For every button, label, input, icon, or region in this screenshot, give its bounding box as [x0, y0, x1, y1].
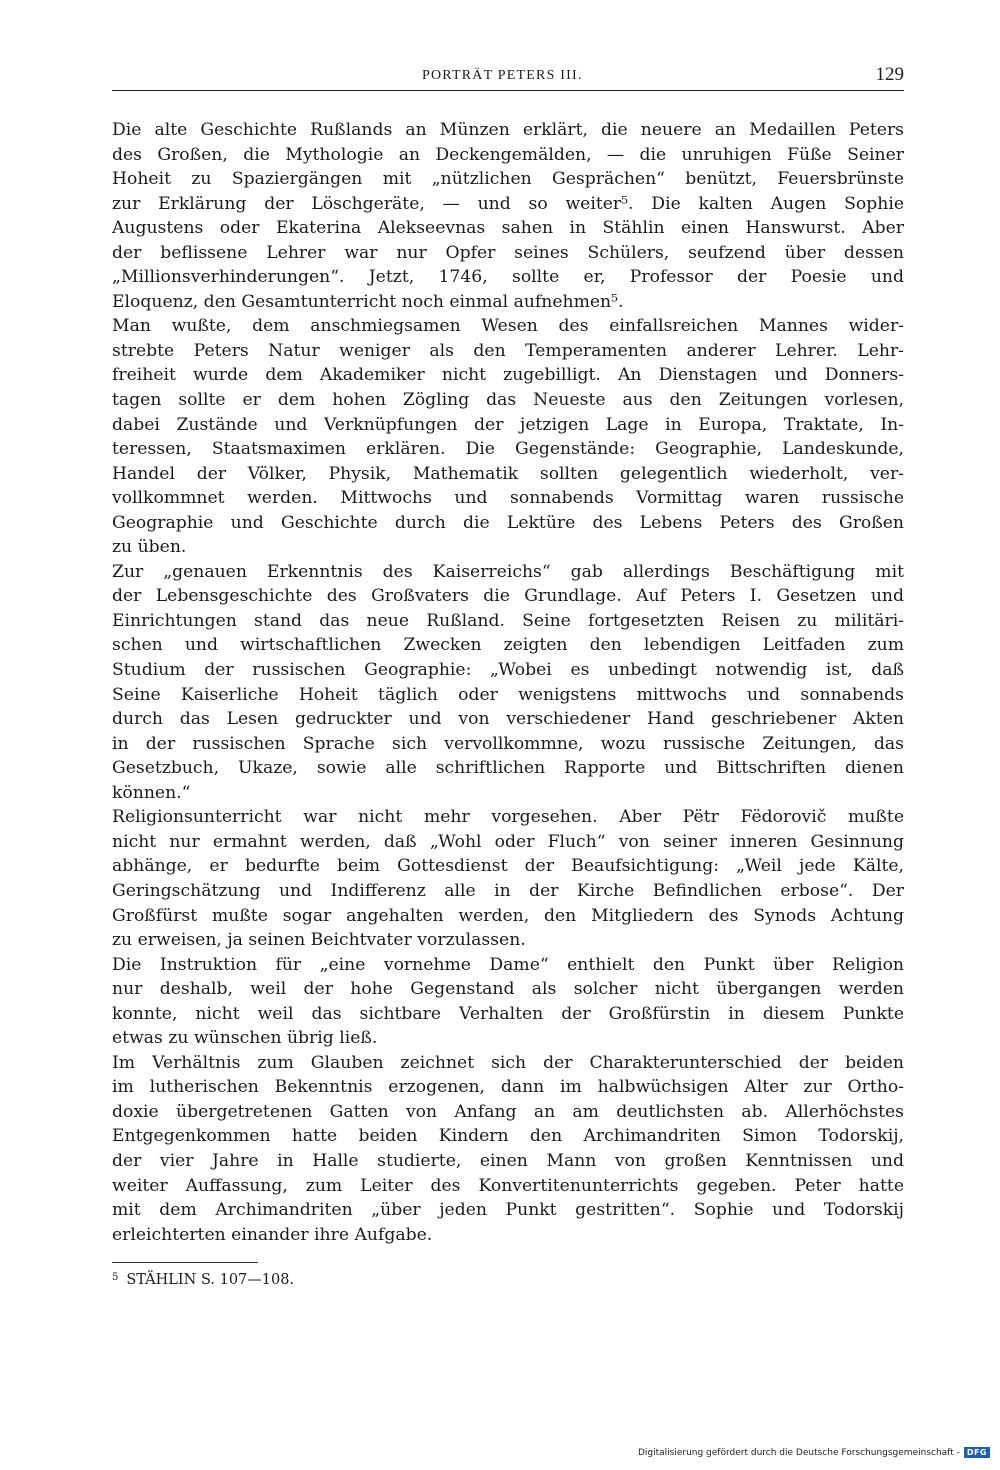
text-line: der Lebensgeschichte des Großvaters die Grundlage. Auf Peters I. Gesetzen und: [112, 586, 904, 607]
text-line: Einrichtungen stand das neue Rußland. Seine fortgesetzten Reisen zu militäri-: [112, 610, 904, 631]
text-line: Hoheit zu Spaziergängen mit „nützlichen Gesprächen“ benützt, Feuersbrünste: [112, 169, 904, 190]
text-line: etwas zu wünschen übrig ließ.: [112, 1028, 378, 1049]
text-line: Eloquenz, den Gesamtunterricht noch einmal aufnehmen⁵.: [112, 291, 624, 312]
text-line: Augustens oder Ekaterina Alekseevnas sahen in Stählin einen Hanswurst. Aber: [112, 218, 904, 239]
body-text: [112, 118, 904, 1247]
footnote: [112, 1272, 294, 1288]
text-line: im lutherischen Bekenntnis erzogenen, dann im halbwüchsigen Alter zur Ortho-: [112, 1077, 904, 1098]
text-line: Die Instruktion für „eine vornehme Dame“ enthielt den Punkt über Religion: [112, 954, 904, 975]
text-line: können.“: [112, 782, 191, 803]
text-line: Im Verhältnis zum Glauben zeichnet sich der Charakterunterschied der beiden: [112, 1052, 904, 1073]
text-line: durch das Lesen gedruckter und von verschiedener Hand geschriebener Akten: [112, 709, 904, 730]
text-line: weiter Auffassung, zum Leiter des Konvertitenunterrichts gegeben. Peter hatte: [112, 1175, 904, 1196]
text-line: abhänge, er bedurfte beim Gottesdienst der Beaufsichtigung: „Weil jede Kälte,: [112, 856, 904, 877]
text-line: schen und wirtschaftlichen Zwecken zeigten den lebendigen Leitfaden zum: [112, 635, 904, 656]
footnote-text: STÄHLIN S. 107—108.: [126, 1272, 295, 1288]
text-line: Religionsunterricht war nicht mehr vorgesehen. Aber Pëtr Fëdorovič mußte: [112, 807, 904, 828]
text-line: der beflissene Lehrer war nur Opfer seines Schülers, seufzend über dessen: [112, 242, 904, 263]
text-line: Gesetzbuch, Ukaze, sowie alle schriftlichen Rapporte und Bittschriften dienen: [112, 758, 904, 779]
footnote-marker: 5: [112, 1272, 119, 1283]
text-line: strebte Peters Natur weniger als den Temperamenten anderer Lehrer. Lehr-: [112, 340, 904, 361]
text-line: Entgegenkommen hatte beiden Kindern den Archimandriten Simon Todorskij,: [112, 1126, 904, 1147]
text-line: Handel der Völker, Physik, Mathematik sollten gelegentlich wiederholt, ver-: [112, 463, 904, 484]
text-line: mit dem Archimandriten „über jeden Punkt gestritten“. Sophie und Todorskij: [112, 1200, 904, 1221]
footnote-rule: [112, 1262, 258, 1263]
text-line: doxie übergetretenen Gatten von Anfang an am deutlichsten ab. Allerhöchstes: [112, 1101, 904, 1122]
digitization-credit: [638, 1447, 990, 1458]
dfg-logo-icon: DFG: [964, 1447, 990, 1458]
text-line: teressen, Staatsmaximen erklären. Die Gegenstände: Geographie, Landeskunde,: [112, 439, 904, 460]
text-line: Studium der russischen Geographie: „Wobei es unbedingt notwendig ist, daß: [112, 660, 904, 681]
text-line: tagen sollte er dem hohen Zögling das Neueste aus den Zeitungen vorlesen,: [112, 390, 904, 411]
text-line: Geographie und Geschichte durch die Lektüre des Lebens Peters des Großen: [112, 512, 904, 533]
text-line: „Millionsverhinderungen“. Jetzt, 1746, sollte er, Professor der Poesie und: [112, 267, 904, 288]
text-line: zu erweisen, ja seinen Beichtvater vorzulassen.: [112, 930, 526, 951]
running-head: [112, 64, 904, 91]
text-line: nicht nur ermahnt werden, daß „Wohl oder Fluch“ von seiner inneren Gesinnung: [112, 831, 904, 852]
text-line: Die alte Geschichte Rußlands an Münzen erklärt, die neuere an Medaillen Peters: [112, 120, 904, 140]
text-line: zur Erklärung der Löschgeräte, — und so weiter⁵. Die kalten Augen Sophie: [112, 193, 904, 214]
text-line: Zur „genauen Erkenntnis des Kaiserreichs“ gab allerdings Beschäftigung mit: [112, 561, 904, 582]
text-line: in der russischen Sprache sich vervollkommne, wozu russische Zeitungen, das: [112, 733, 904, 754]
text-line: vollkommnet werden. Mittwochs und sonnabends Vormittag waren russische: [112, 488, 904, 509]
text-line: Geringschätzung und Indifferenz alle in der Kirche Befindlichen erbose“. Der: [112, 880, 904, 901]
text-line: freiheit wurde dem Akademiker nicht zugebilligt. An Dienstagen und Donners-: [112, 365, 904, 386]
text-line: Großfürst mußte sogar angehalten werden, den Mitgliedern des Synods Achtung: [112, 905, 904, 926]
text-line: konnte, nicht weil das sichtbare Verhalten der Großfürstin in diesem Punkte: [112, 1003, 904, 1024]
text-line: zu üben.: [112, 537, 187, 558]
text-line: nur deshalb, weil der hohe Gegenstand als solcher nicht übergangen werden: [112, 979, 904, 1000]
text-line: erleichterten einander ihre Aufgabe.: [112, 1224, 433, 1245]
text-line: des Großen, die Mythologie an Deckengemälden, — die unruhigen Füße Seiner: [112, 144, 904, 165]
text-line: Man wußte, dem anschmiegsamen Wesen des einfallsreichen Mannes wider-: [112, 316, 904, 337]
page-number: 129: [875, 64, 904, 85]
text-line: Seine Kaiserliche Hoheit täglich oder wenigstens mittwochs und sonnabends: [112, 684, 904, 705]
running-title: PORTRÄT PETERS III.: [422, 68, 583, 83]
credit-text: Digitalisierung gefördert durch die Deutsche Forschungsgemeinschaft -: [637, 1447, 960, 1458]
text-line: der vier Jahre in Halle studierte, einen Mann von großen Kenntnissen und: [112, 1150, 904, 1171]
text-line: dabei Zustände und Verknüpfungen der jetzigen Lage in Europa, Traktate, In-: [112, 414, 904, 435]
